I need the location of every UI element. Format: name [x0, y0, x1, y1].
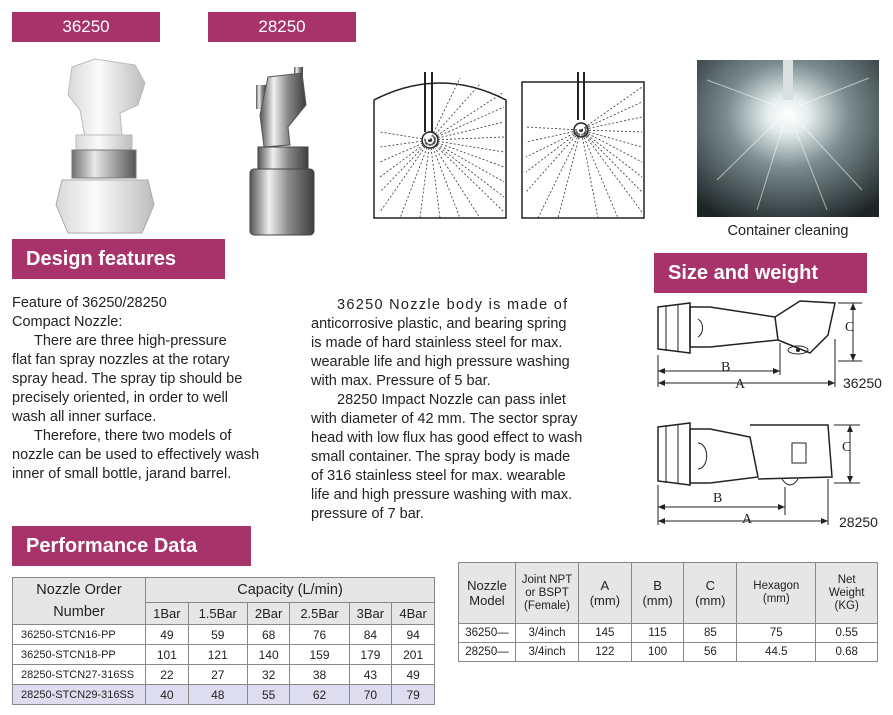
nozzle-28250-image — [240, 65, 320, 240]
hexagon-header — [737, 563, 816, 624]
tank-spray-diagram-1 — [370, 72, 510, 220]
header-line: (KG) — [834, 599, 859, 612]
hexagon-cell: 44.5 — [737, 643, 816, 662]
header-line: (mm) — [642, 593, 673, 608]
model-cell: 28250— — [459, 643, 516, 662]
b-header — [631, 563, 684, 624]
text-line: flat fan spray nozzles at the rotary — [12, 352, 230, 368]
dim-c-label-28250: C — [842, 440, 852, 455]
dim-a-label-28250: A — [742, 512, 753, 527]
text-line: wearable life and high pressure washing — [311, 354, 570, 370]
container-cleaning-photo — [697, 60, 879, 217]
capacity-value: 40 — [146, 685, 189, 705]
text-line: Compact Nozzle: — [12, 314, 123, 330]
header-line: (mm) — [762, 593, 790, 605]
model-tag-28250: 28250 — [208, 12, 356, 42]
text-line: with max. Pressure of 5 bar. — [311, 373, 491, 389]
capacity-value: 55 — [247, 685, 290, 705]
header-line: Nozzle — [467, 578, 507, 593]
table-row — [13, 665, 435, 685]
nozzle-36250-image — [50, 55, 160, 240]
design-features-heading: Design features — [12, 239, 225, 279]
header-line: Net — [837, 573, 856, 586]
dim-c-label-36250: C — [845, 320, 855, 335]
capacity-value: 101 — [146, 645, 189, 665]
capacity-value: 121 — [188, 645, 247, 665]
text-line: of 316 stainless steel for max. wearable — [311, 468, 566, 484]
capacity-value: 38 — [290, 665, 349, 685]
capacity-value: 49 — [146, 625, 189, 645]
text-line: There are three high-pressure — [34, 333, 227, 349]
weight-cell: 0.68 — [816, 643, 878, 662]
text-line: inner of small bottle, jarand barrel. — [12, 466, 232, 482]
text-line: life and high pressure washing with max. — [311, 487, 573, 503]
capacity-value: 201 — [392, 645, 435, 665]
joint-header — [516, 563, 579, 624]
capacity-value: 49 — [392, 665, 435, 685]
dim-b-label-36250: B — [721, 360, 731, 375]
table-row — [459, 643, 878, 662]
header-line: Weight — [828, 586, 865, 599]
model-cell: 36250— — [459, 624, 516, 643]
weight-cell: 0.55 — [816, 624, 878, 643]
header-line: Model — [469, 593, 505, 608]
capacity-value: 22 — [146, 665, 189, 685]
text-line: 36250 Nozzle body is made of — [337, 297, 569, 313]
capacity-value: 94 — [392, 625, 435, 645]
text-line: wash all inner surface. — [12, 409, 157, 425]
header-line: or BSPT — [525, 586, 569, 599]
design-text-left — [12, 294, 302, 484]
capacity-value: 79 — [392, 685, 435, 705]
text-line: is made of hard stainless steel for max. — [311, 335, 563, 351]
capacity-value: 43 — [349, 665, 392, 685]
performance-table — [12, 577, 435, 705]
dimension-drawing-28250 — [650, 415, 890, 530]
text-line: nozzle can be used to effectively wash — [12, 447, 260, 463]
performance-data-heading: Performance Data — [12, 526, 251, 566]
joint-cell: 3/4inch — [516, 643, 579, 662]
c-cell: 85 — [684, 624, 737, 643]
drawing-label-28250: 28250 — [839, 514, 878, 530]
c-cell: 56 — [684, 643, 737, 662]
header-line: Hexagon — [753, 580, 800, 592]
text-line: small container. The spray body is made — [311, 449, 571, 465]
capacity-value: 59 — [188, 625, 247, 645]
a-header — [579, 563, 632, 624]
table-row — [13, 645, 435, 665]
model-tag-36250: 36250 — [12, 12, 160, 42]
pressure-header: 1Bar — [146, 603, 189, 625]
capacity-value: 84 — [349, 625, 392, 645]
header-line: C — [705, 578, 716, 593]
capacity-value: 140 — [247, 645, 290, 665]
pressure-header: 2.5Bar — [290, 603, 349, 625]
hexagon-cell: 75 — [737, 624, 816, 643]
text-line: head with low flux has good effect to wash — [311, 430, 583, 446]
dim-a-label-36250: A — [735, 377, 746, 392]
text-line: with diameter of 42 mm. The sector spray — [311, 411, 578, 427]
tank-spray-diagram-2 — [518, 72, 648, 220]
capacity-value: 68 — [247, 625, 290, 645]
table-row — [13, 625, 435, 645]
header-line: (mm) — [695, 593, 726, 608]
pressure-header: 3Bar — [349, 603, 392, 625]
header-line: (mm) — [589, 593, 621, 608]
text-line: anticorrosive plastic, and bearing spring — [311, 316, 567, 332]
capacity-value: 48 — [188, 685, 247, 705]
capacity-header: Capacity (L/min) — [146, 578, 435, 603]
header-line: Number — [53, 604, 105, 620]
header-line: A — [600, 578, 610, 593]
b-cell: 115 — [631, 624, 684, 643]
table-row — [13, 685, 435, 705]
order-number: 28250-STCN27-316SS — [13, 665, 146, 685]
text-line: pressure of 7 bar. — [311, 506, 424, 522]
weight-header — [816, 563, 878, 624]
pressure-header: 2Bar — [247, 603, 290, 625]
table-row — [459, 624, 878, 643]
size-weight-heading: Size and weight — [654, 253, 867, 293]
header-line: (Female) — [523, 599, 570, 612]
c-header — [684, 563, 737, 624]
drawing-label-36250: 36250 — [843, 375, 882, 391]
capacity-value: 62 — [290, 685, 349, 705]
capacity-value: 70 — [349, 685, 392, 705]
header-line: Nozzle Order — [36, 582, 122, 598]
header-line: Joint NPT — [521, 573, 573, 586]
order-number: 36250-STCN18-PP — [13, 645, 146, 665]
text-line: precisely oriented, in order to well — [12, 390, 228, 406]
pressure-header: 1.5Bar — [188, 603, 247, 625]
dim-b-label-28250: B — [713, 491, 723, 506]
capacity-value: 27 — [188, 665, 247, 685]
order-number: 28250-STCN29-316SS — [13, 685, 146, 705]
capacity-value: 76 — [290, 625, 349, 645]
order-number-header — [13, 578, 146, 625]
capacity-value: 32 — [247, 665, 290, 685]
photo-caption: Container cleaning — [727, 223, 849, 239]
capacity-value: 159 — [290, 645, 349, 665]
order-number: 36250-STCN16-PP — [13, 625, 146, 645]
text-line: 28250 Impact Nozzle can pass inlet — [337, 392, 566, 408]
text-line: spray head. The spray tip should be — [12, 371, 243, 387]
b-cell: 100 — [631, 643, 684, 662]
header-line: B — [653, 578, 662, 593]
model-header — [459, 563, 516, 624]
size-weight-table — [458, 562, 878, 662]
text-line: Feature of 36250/28250 — [12, 295, 167, 311]
capacity-value: 179 — [349, 645, 392, 665]
a-cell: 122 — [579, 643, 632, 662]
pressure-header: 4Bar — [392, 603, 435, 625]
text-line: Therefore, there two models of — [34, 428, 232, 444]
joint-cell: 3/4inch — [516, 624, 579, 643]
design-text-right — [311, 296, 641, 524]
a-cell: 145 — [579, 624, 632, 643]
